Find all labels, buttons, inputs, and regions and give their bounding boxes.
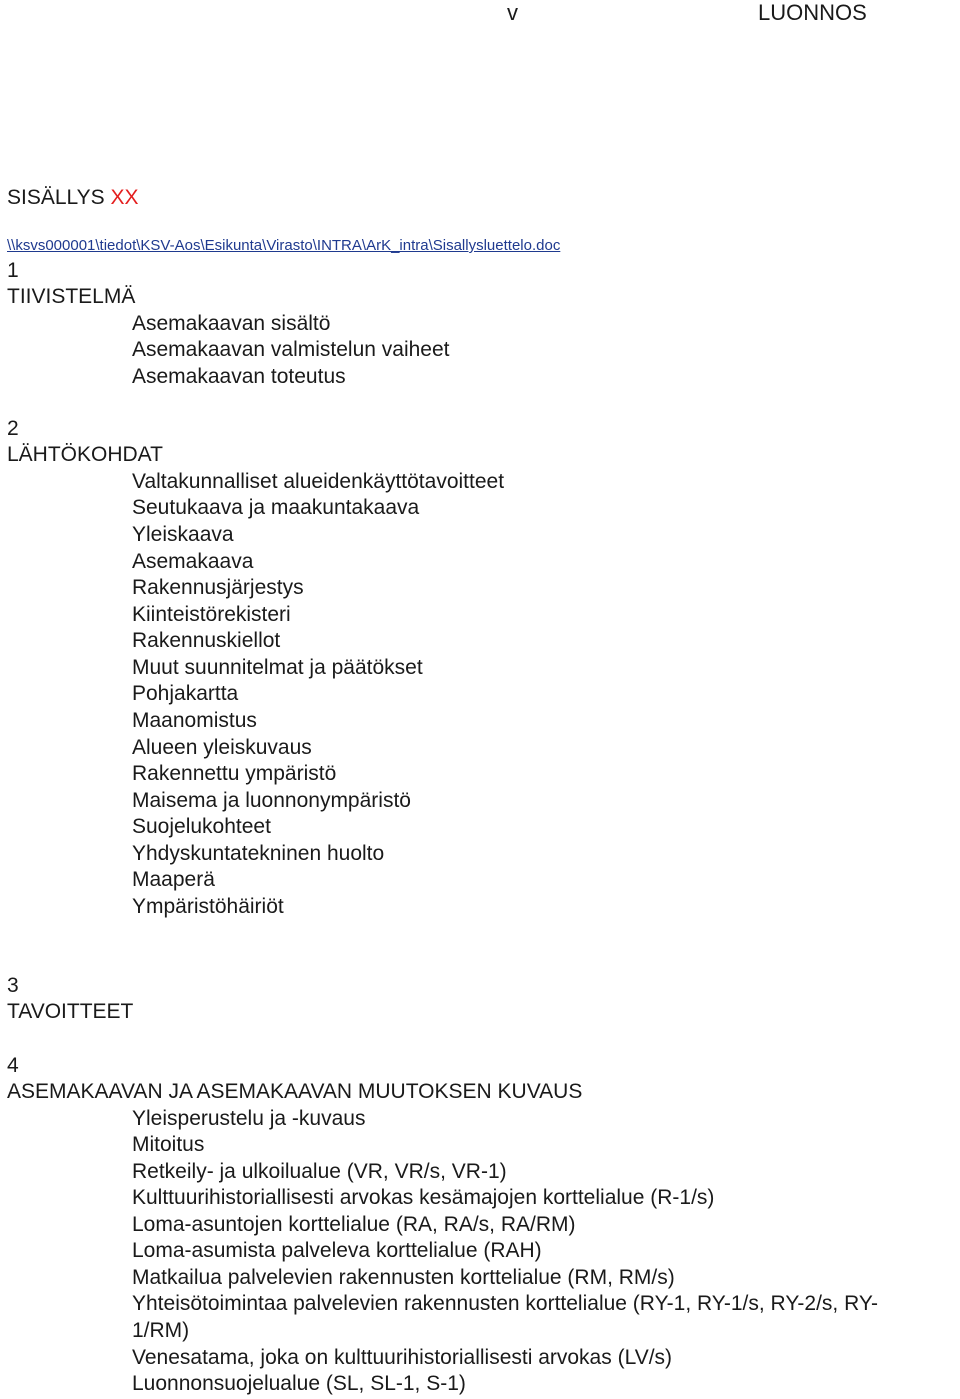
toc-item: Muut suunnitelmat ja päätökset [132, 656, 423, 679]
section-number: 1 [7, 259, 19, 282]
toc-item: Asemakaava [132, 550, 254, 573]
header-left-text: v [507, 0, 518, 25]
toc-item: Ympäristöhäiriöt [132, 895, 284, 918]
section-number: 4 [7, 1054, 19, 1077]
toc-item: Suojelukohteet [132, 815, 271, 838]
section-title: LÄHTÖKOHDAT [7, 443, 163, 466]
section-number: 3 [7, 974, 19, 997]
toc-item: Yleiskaava [132, 523, 234, 546]
toc-title [7, 185, 139, 211]
toc-item: Loma-asumista palveleva korttelialue (RAH) [132, 1239, 542, 1262]
toc-item: Rakennusjärjestys [132, 576, 304, 599]
toc-item: Yhteisötoimintaa palvelevien rakennusten korttelialue (RY-1, RY-1/s, RY-2/s, RY- [132, 1292, 878, 1315]
toc-item: Rakennuskiellot [132, 629, 281, 652]
toc-item: Asemakaavan valmistelun vaiheet [132, 338, 450, 361]
toc-item: Luonnonsuojelualue (SL, SL-1, S-1) [132, 1372, 466, 1395]
toc-item: Pohjakartta [132, 682, 239, 705]
toc-item: Asemakaavan sisältö [132, 312, 331, 335]
section-title: TAVOITTEET [7, 1000, 134, 1023]
toc-item: Maaperä [132, 868, 215, 891]
toc-item: Alueen yleiskuvaus [132, 736, 312, 759]
toc-item: Asemakaavan toteutus [132, 365, 346, 388]
section-title: ASEMAKAAVAN JA ASEMAKAAVAN MUUTOKSEN KUVAUS [7, 1080, 583, 1103]
toc-title-text: SISÄLLYS [7, 186, 105, 209]
toc-title-marker: XX [110, 186, 139, 209]
toc-item: Matkailua palvelevien rakennusten korttelialue (RM, RM/s) [132, 1266, 675, 1289]
header-status-text: LUONNOS [758, 0, 867, 25]
toc-item: Kulttuurihistoriallisesti arvokas kesämajojen korttelialue (R-1/s) [132, 1186, 715, 1209]
toc-item: Venesatama, joka on kulttuurihistoriallisesti arvokas (LV/s) [132, 1346, 673, 1369]
toc-file-link[interactable]: \\ksvs000001\tiedot\KSV-Aos\Esikunta\Virasto\INTRA\ArK_intra\Sisallysluettelo.doc [7, 237, 561, 254]
toc-item: Yhdyskuntatekninen huolto [132, 842, 385, 865]
toc-item: 1/RM) [132, 1319, 190, 1342]
toc-item: Yleisperustelu ja -kuvaus [132, 1107, 366, 1130]
toc-item: Retkeily- ja ulkoilualue (VR, VR/s, VR-1) [132, 1160, 507, 1183]
toc-item: Mitoitus [132, 1133, 205, 1156]
toc-item: Valtakunnalliset alueidenkäyttötavoitteet [132, 470, 505, 493]
toc-item: Loma-asuntojen korttelialue (RA, RA/s, RA/RM) [132, 1213, 576, 1236]
toc-item: Kiinteistörekisteri [132, 603, 291, 626]
toc-item: Rakennettu ympäristö [132, 762, 337, 785]
toc-item: Maisema ja luonnonympäristö [132, 789, 411, 812]
toc-item: Seutukaava ja maakuntakaava [132, 496, 420, 519]
toc-item: Maanomistus [132, 709, 257, 732]
section-title: TIIVISTELMÄ [7, 285, 136, 308]
section-number: 2 [7, 417, 19, 440]
